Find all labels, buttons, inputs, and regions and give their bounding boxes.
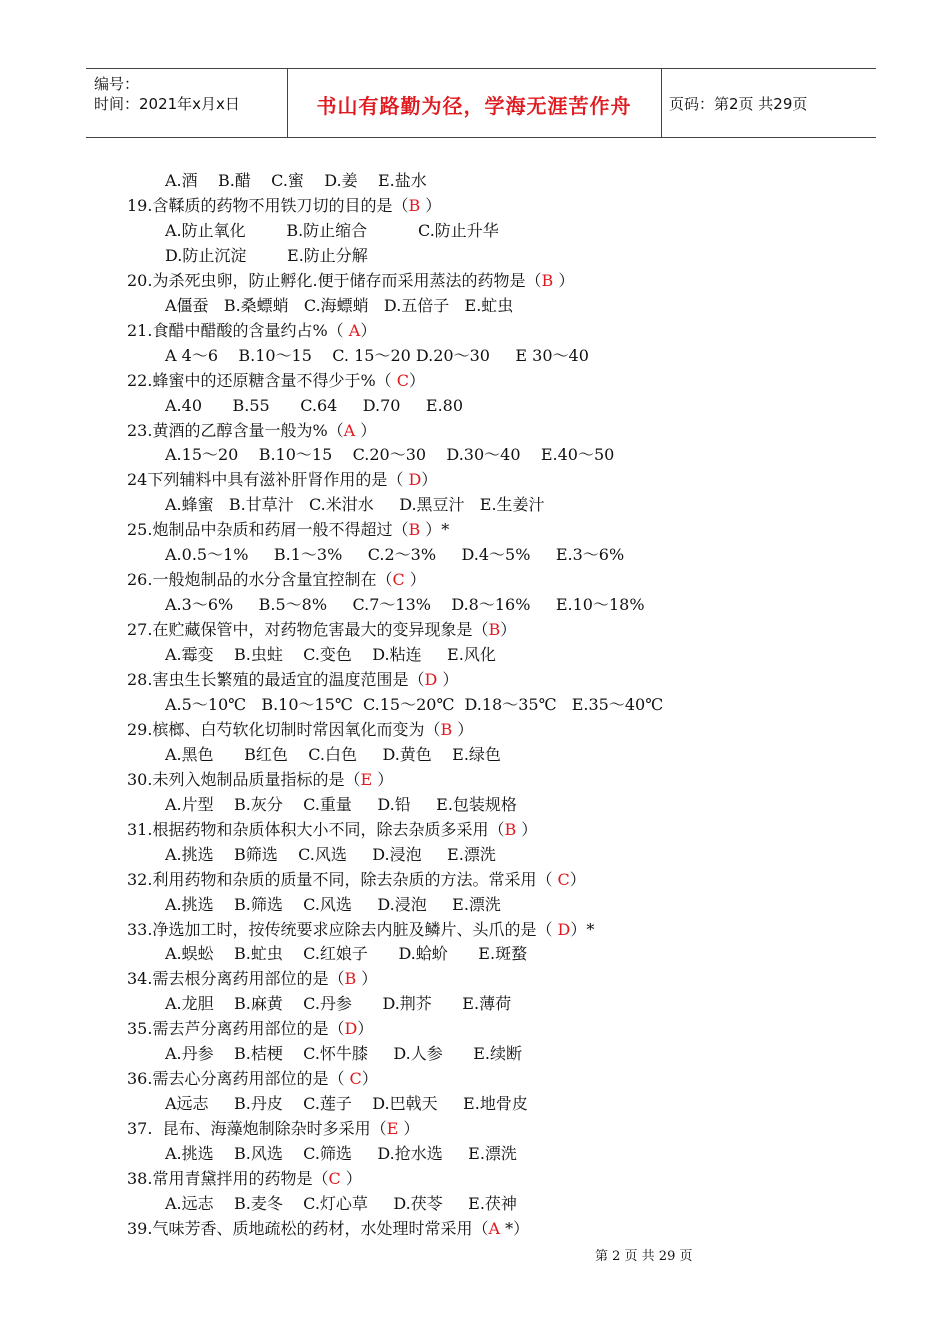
question-text: 34.需去根分离药用部位的是（ [127, 969, 345, 989]
question-line [127, 420, 376, 442]
question-line [127, 519, 449, 541]
question-line [127, 270, 574, 292]
options-line: A.酒 B.醋 C.蜜 D.姜 E.盐水 [165, 171, 427, 190]
options-line: A.0.5～1% B.1～3% C.2～3% D.4～5% E.3～6% [165, 545, 625, 565]
question-closing: ） [409, 370, 426, 390]
options-line: A.挑选 B.筛选 C.风选 D.浸泡 E.漂洗 [165, 894, 501, 914]
question-closing: ） [569, 869, 586, 889]
question-text: 24下列辅料中具有滋补肝肾作用的是（ [127, 470, 409, 490]
answer-letter: C [392, 570, 405, 590]
options-line: A远志 B.丹皮 C.莲子 D.巴戟天 E.地骨皮 [165, 1094, 528, 1114]
answer-letter: B [408, 520, 421, 540]
options-line: A.15～20 B.10～15 C.20～30 D.30～40 E.40～50 [165, 445, 615, 465]
question-line [127, 819, 537, 841]
question-text: 36.需去心分离药用部位的是（ [127, 1069, 350, 1089]
question-closing: ） [420, 195, 442, 215]
question-closing: ） [372, 769, 394, 789]
options-line: A.龙胆 B.麻黄 C.丹参 D.荆芥 E.薄荷 [165, 994, 512, 1014]
question-text: 33.净选加工时，按传统要求应除去内脏及鳞片、头爪的是（ [127, 919, 558, 939]
page-header [86, 68, 876, 138]
options-line: A.5～10℃ B.10～15℃ C.15～20℃ D.18～35℃ E.35～40℃ [165, 694, 664, 714]
question-line [127, 469, 437, 491]
answer-letter: A [488, 1218, 501, 1238]
question-text: 39.气味芳香、质地疏松的药材，水处理时常采用（ [127, 1218, 489, 1238]
options-line: A.霉变 B.虫蛀 C.变色 D.粘连 E.风化 [165, 645, 496, 665]
question-text: 38.常用青黛拌用的药物是（ [127, 1169, 329, 1188]
options-line: A.挑选 B.风选 C.筛选 D.抢水选 E.漂洗 [165, 1144, 517, 1164]
question-text: 21.食醋中醋酸的含量约占%（ [127, 320, 349, 340]
header-page-code: 页码：第2页 共29页 [669, 95, 808, 113]
answer-letter: B [541, 270, 554, 290]
question-line [127, 569, 426, 591]
options-line: A.远志 B.麦冬 C.灯心草 D.茯苓 E.茯神 [165, 1193, 517, 1213]
question-line [127, 1168, 362, 1190]
question-text: 29.槟榔、白芍软化切制时常因氧化而变为（ [127, 719, 441, 739]
options-line: A 4～6 B.10～15 C. 15～20 D.20～30 E 30～40 [165, 345, 589, 365]
question-closing: ） [361, 1069, 378, 1089]
answer-letter: C [396, 370, 409, 390]
question-text: 31.根据药物和杂质体积大小不同，除去杂质多采用（ [127, 819, 505, 839]
question-line [127, 1018, 373, 1040]
question-closing: ） [357, 1019, 374, 1039]
answer-letter: B [504, 819, 517, 839]
question-text: 19.含鞣质的药物不用铁刀切的目的是（ [127, 195, 409, 215]
answer-letter: A [343, 420, 356, 440]
answer-letter: B [408, 195, 421, 215]
options-line: A.丹参 B.桔梗 C.怀牛膝 D.人参 E.续断 [165, 1044, 522, 1064]
question-closing: ） [355, 420, 377, 440]
answer-letter: A [348, 320, 361, 340]
question-closing: ） [437, 670, 459, 689]
options-line: D.防止沉淀 E.防止分解 [165, 245, 368, 265]
question-text: 23.黄酒的乙醇含量一般为%（ [127, 420, 344, 440]
answer-letter: B [440, 719, 453, 739]
question-text: 37. 昆布、海藻炮制除杂时多采用（ [127, 1119, 387, 1139]
question-line [127, 1218, 529, 1240]
question-closing: ） [340, 1169, 362, 1188]
question-closing: ）* [570, 919, 595, 939]
options-line: A.蜂蜜 B.甘草汁 C.米泔水 D.黑豆汁 E.生姜汁 [165, 495, 545, 515]
question-line [127, 769, 393, 791]
header-meta-cell [86, 69, 288, 137]
document-date-label: 时间：2021年x月x日 [94, 95, 240, 113]
options-line: A.片型 B.灰分 C.重量 D.铅 E.包装规格 [165, 794, 517, 814]
options-line: A.防止氧化 B.防止缩合 C.防止升华 [165, 220, 499, 240]
question-closing: ） [553, 270, 575, 290]
header-motto-cell [287, 69, 662, 137]
question-closing: ） [360, 320, 377, 340]
question-line [127, 1068, 378, 1090]
page-footer: 第 2 页 共 29 页 [595, 1249, 693, 1264]
header-page-cell [661, 69, 876, 137]
answer-letter: D [408, 470, 422, 490]
answer-letter: E [386, 1119, 399, 1139]
question-text: 25.炮制品中杂质和药屑一般不得超过（ [127, 520, 409, 540]
header-motto: 书山有路勤为径，学海无涯苦作舟 [316, 94, 632, 118]
answer-letter: B [344, 969, 357, 989]
question-line [127, 1118, 419, 1140]
question-closing: ）* [420, 520, 450, 540]
question-closing: ） [421, 470, 438, 490]
question-text: 27.在贮藏保管中，对药物危害最大的变异现象是（ [127, 620, 489, 640]
answer-letter: D [424, 670, 438, 689]
question-line [127, 869, 586, 891]
question-closing: ） [404, 570, 426, 590]
options-line: A.3～6% B.5～8% C.7～13% D.8～16% E.10～18% [165, 595, 645, 615]
question-line [127, 669, 458, 691]
answer-letter: C [328, 1169, 341, 1188]
question-closing: ） [500, 620, 517, 640]
options-line: A.挑选 B筛选 C.风选 D.浸泡 E.漂洗 [165, 844, 496, 864]
question-closing: ） [516, 819, 538, 839]
question-closing: *） [500, 1218, 530, 1238]
question-line [127, 968, 377, 990]
question-line [127, 919, 594, 941]
question-text: 35.需去芦分离药用部位的是（ [127, 1019, 345, 1039]
question-line [127, 195, 441, 217]
answer-letter: C [557, 869, 570, 889]
question-closing: ） [356, 969, 378, 989]
question-text: 20.为杀死虫卵，防止孵化.便于储存而采用蒸法的药物是（ [127, 270, 542, 290]
question-closing: ） [398, 1119, 420, 1139]
question-closing: ） [452, 719, 474, 739]
options-line: A.蜈蚣 B.虻虫 C.红娘子 D.蛤蚧 E.斑蝥 [165, 944, 528, 964]
question-line [127, 619, 516, 641]
options-line: A僵蚕 B.桑螵蛸 C.海螵蛸 D.五倍子 E.虻虫 [165, 295, 514, 315]
answer-letter: C [349, 1069, 362, 1089]
answer-letter: D [557, 919, 571, 939]
question-text: 22.蜂蜜中的还原糖含量不得少于%（ [127, 370, 397, 390]
options-line: A.40 B.55 C.64 D.70 E.80 [165, 395, 464, 415]
document-number-label: 编号： [94, 75, 140, 93]
question-text: 32.利用药物和杂质的质量不同，除去杂质的方法。常采用（ [127, 869, 558, 889]
answer-letter: E [360, 769, 373, 789]
question-line [127, 320, 376, 342]
answer-letter: D [344, 1019, 358, 1039]
question-text: 30.未列入炮制品质量指标的是（ [127, 769, 361, 789]
answer-letter: B [488, 620, 501, 640]
question-line [127, 719, 473, 741]
question-text: 26.一般炮制品的水分含量宜控制在（ [127, 570, 393, 590]
question-line [127, 370, 425, 392]
options-line: A.黑色 B红色 C.白色 D.黄色 E.绿色 [165, 744, 501, 764]
question-text: 28.害虫生长繁殖的最适宜的温度范围是（ [127, 670, 425, 689]
